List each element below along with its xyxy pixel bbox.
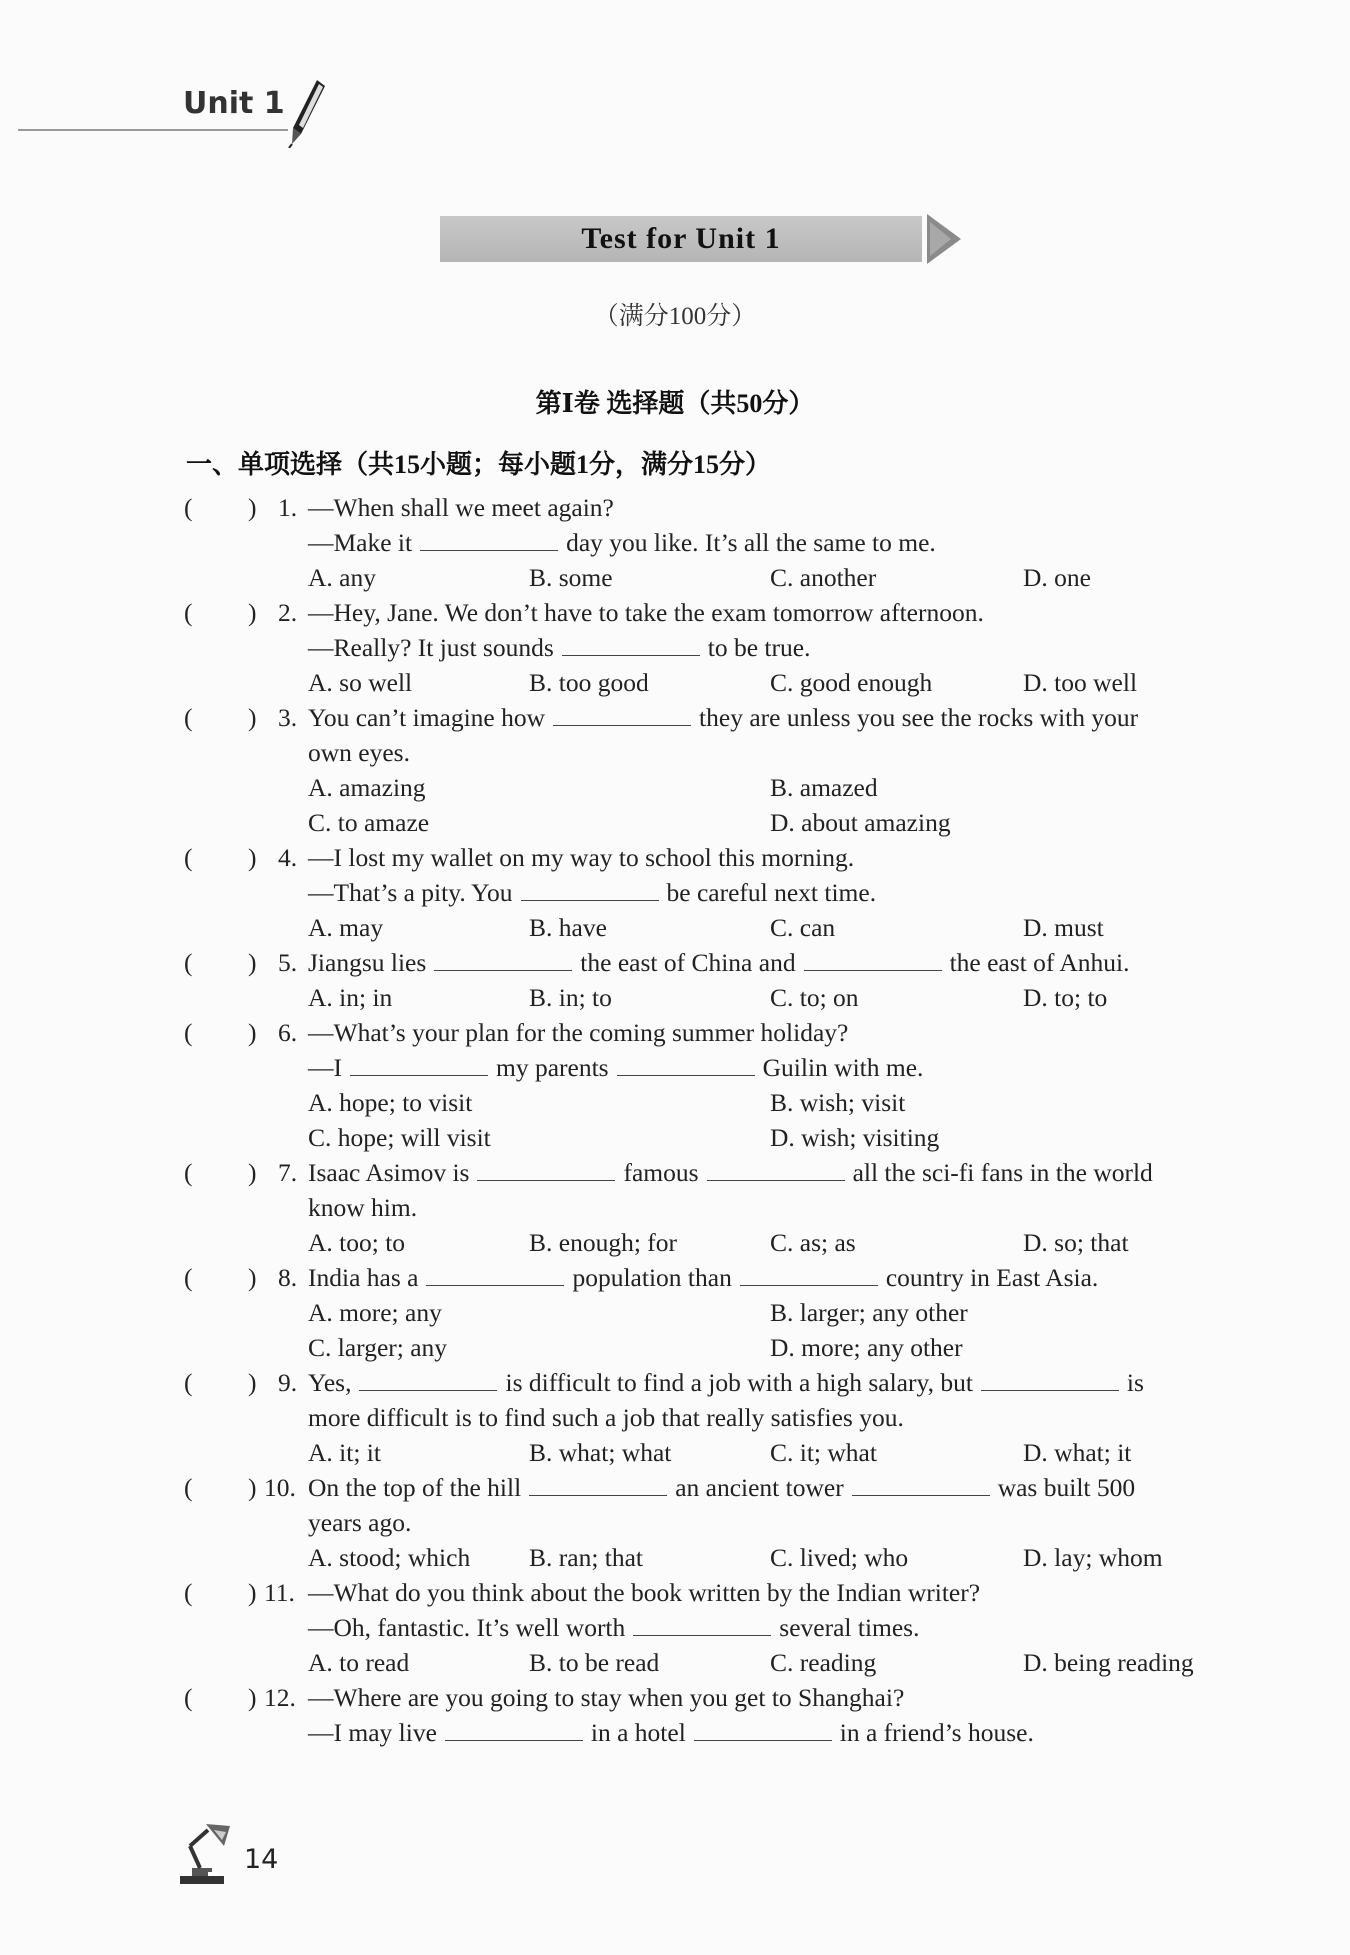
full-score: （满分100分）	[593, 303, 757, 330]
question-line	[0, 1400, 1350, 1435]
question-line	[0, 735, 1350, 770]
option-b[interactable]: B. in; to	[529, 983, 612, 1012]
option-c[interactable]: C. as; as	[770, 1228, 856, 1257]
answer-blank[interactable]	[740, 1261, 878, 1286]
options-row	[0, 560, 1350, 595]
question-item	[0, 1365, 1350, 1470]
answer-blank[interactable]	[477, 1156, 615, 1181]
answer-blank[interactable]	[350, 1051, 488, 1076]
options-row	[0, 805, 1350, 840]
question-line	[0, 1470, 1350, 1505]
options-row	[0, 770, 1350, 805]
question-text: own eyes.	[308, 738, 410, 767]
answer-paren-right[interactable]: )	[248, 598, 257, 627]
option-c[interactable]: C. another	[770, 563, 877, 592]
answer-paren-left[interactable]: (	[184, 1368, 193, 1397]
question-number: 10.	[264, 1473, 296, 1502]
options-row	[0, 910, 1350, 945]
option-b[interactable]: B. amazed	[770, 773, 878, 802]
question-line	[0, 1680, 1350, 1715]
options-row	[0, 1435, 1350, 1470]
question-text: On the top of the hill an ancient tower was built 500	[308, 1473, 1136, 1502]
answer-paren-left[interactable]: (	[184, 598, 193, 627]
question-number: 12.	[264, 1683, 296, 1712]
question-text: —When shall we meet again?	[308, 493, 614, 522]
answer-paren-right[interactable]: )	[248, 1158, 257, 1187]
answer-blank[interactable]	[694, 1716, 832, 1741]
option-a[interactable]: A. stood; which	[308, 1543, 471, 1572]
answer-blank[interactable]	[804, 946, 942, 971]
option-d[interactable]: D. lay; whom	[1023, 1543, 1163, 1572]
question-number: 11.	[264, 1578, 295, 1607]
answer-blank[interactable]	[529, 1471, 667, 1496]
answer-paren-left[interactable]: (	[184, 948, 193, 977]
question-line	[0, 1610, 1350, 1645]
option-d[interactable]: D. wish; visiting	[770, 1123, 940, 1152]
option-b[interactable]: B. have	[529, 913, 607, 942]
option-b[interactable]: B. what; what	[529, 1438, 672, 1467]
answer-paren-left[interactable]: (	[184, 1158, 193, 1187]
desk-lamp-icon	[178, 1820, 238, 1886]
options-row	[0, 1225, 1350, 1260]
options-row	[0, 1120, 1350, 1155]
question-text: —I lost my wallet on my way to school this morning.	[308, 843, 855, 872]
question-text: Isaac Asimov is famous all the sci-fi fans in the world	[308, 1158, 1153, 1187]
header-rule	[18, 129, 288, 131]
question-number: 6.	[278, 1018, 298, 1047]
answer-paren-right[interactable]: )	[248, 703, 257, 732]
question-item	[0, 1575, 1350, 1680]
option-d[interactable]: D. being reading	[1023, 1648, 1194, 1677]
answer-paren-right[interactable]: )	[248, 1018, 257, 1047]
question-line	[0, 1155, 1350, 1190]
option-b[interactable]: B. enough; for	[529, 1228, 678, 1257]
option-b[interactable]: B. larger; any other	[770, 1298, 968, 1327]
question-text: years ago.	[308, 1508, 412, 1537]
question-text: know him.	[308, 1193, 418, 1222]
question-item	[0, 1470, 1350, 1575]
option-b[interactable]: B. to be read	[529, 1648, 660, 1677]
answer-blank[interactable]	[521, 876, 659, 901]
answer-paren-left[interactable]: (	[184, 1578, 193, 1607]
question-line	[0, 875, 1350, 910]
section-heading: 一、单项选择（共15小题；每小题1分，满分15分）	[186, 450, 772, 479]
answer-blank[interactable]	[617, 1051, 755, 1076]
answer-paren-right[interactable]: )	[248, 1368, 257, 1397]
option-b[interactable]: B. some	[529, 563, 613, 592]
unit-header	[18, 84, 298, 134]
option-c[interactable]: C. to amaze	[308, 808, 430, 837]
answer-blank[interactable]	[434, 946, 572, 971]
question-line	[0, 1505, 1350, 1540]
question-line	[0, 630, 1350, 665]
option-d[interactable]: D. about amazing	[770, 808, 951, 837]
question-line	[0, 1715, 1350, 1750]
option-a[interactable]: A. too; to	[308, 1228, 406, 1257]
question-number: 9.	[278, 1368, 298, 1397]
question-text: —That’s a pity. You be careful next time.	[308, 878, 877, 907]
answer-paren-right[interactable]: )	[248, 493, 257, 522]
answer-blank[interactable]	[562, 631, 700, 656]
answer-paren-right[interactable]: )	[248, 1473, 257, 1502]
question-line	[0, 1260, 1350, 1295]
question-item	[0, 840, 1350, 945]
pen-icon	[283, 76, 333, 148]
question-line	[0, 700, 1350, 735]
option-d[interactable]: D. to; to	[1023, 983, 1108, 1012]
question-item	[0, 700, 1350, 840]
answer-paren-left[interactable]: (	[184, 1473, 193, 1502]
option-a[interactable]: A. any	[308, 563, 376, 592]
question-line	[0, 1575, 1350, 1610]
answer-blank[interactable]	[359, 1366, 497, 1391]
answer-paren-left[interactable]: (	[184, 703, 193, 732]
question-text: India has a population than country in East Asia.	[308, 1263, 1099, 1292]
question-line	[0, 525, 1350, 560]
question-item	[0, 490, 1350, 595]
option-d[interactable]: D. must	[1023, 913, 1104, 942]
question-text: —Hey, Jane. We don’t have to take the exam tomorrow afternoon.	[308, 598, 984, 627]
answer-paren-right[interactable]: )	[248, 1683, 257, 1712]
question-number: 3.	[278, 703, 298, 732]
option-a[interactable]: A. hope; to visit	[308, 1088, 473, 1117]
option-b[interactable]: B. ran; that	[529, 1543, 644, 1572]
option-a[interactable]: A. amazing	[308, 773, 426, 802]
options-row	[0, 1295, 1350, 1330]
question-item	[0, 1155, 1350, 1260]
option-a[interactable]: A. more; any	[308, 1298, 442, 1327]
question-number: 8.	[278, 1263, 298, 1292]
question-text: —Where are you going to stay when you get to Shanghai?	[308, 1683, 905, 1712]
answer-paren-left[interactable]: (	[184, 1018, 193, 1047]
answer-blank[interactable]	[707, 1156, 845, 1181]
question-item	[0, 1260, 1350, 1365]
options-row	[0, 980, 1350, 1015]
options-row	[0, 665, 1350, 700]
question-item	[0, 1015, 1350, 1155]
part-heading: 第Ⅰ卷 选择题（共50分）	[535, 389, 815, 418]
answer-paren-left[interactable]: (	[184, 843, 193, 872]
question-item	[0, 945, 1350, 1015]
option-d[interactable]: D. more; any other	[770, 1333, 963, 1362]
question-text: —Really? It just sounds to be true.	[308, 633, 811, 662]
answer-blank[interactable]	[445, 1716, 583, 1741]
unit-label: Unit 1	[183, 86, 285, 121]
option-a[interactable]: A. to read	[308, 1648, 410, 1677]
options-row	[0, 1540, 1350, 1575]
title-banner	[440, 214, 960, 264]
question-text: —I my parents Guilin with me.	[308, 1053, 924, 1082]
option-a[interactable]: A. so well	[308, 668, 413, 697]
question-text: —Oh, fantastic. It’s well worth several times.	[308, 1613, 920, 1642]
question-number: 2.	[278, 598, 298, 627]
option-d[interactable]: D. what; it	[1023, 1438, 1132, 1467]
question-line	[0, 490, 1350, 525]
question-number: 1.	[278, 493, 298, 522]
answer-blank[interactable]	[981, 1366, 1119, 1391]
option-d[interactable]: D. too well	[1023, 668, 1138, 697]
question-line	[0, 1015, 1350, 1050]
option-c[interactable]: C. larger; any	[308, 1333, 448, 1362]
options-row	[0, 1645, 1350, 1680]
test-title: Test for Unit 1	[581, 222, 781, 255]
question-line	[0, 1365, 1350, 1400]
answer-paren-left[interactable]: (	[184, 493, 193, 522]
question-line	[0, 1050, 1350, 1085]
option-b[interactable]: B. wish; visit	[770, 1088, 906, 1117]
question-text: —What do you think about the book written by the Indian writer?	[308, 1578, 981, 1607]
options-row	[0, 1330, 1350, 1365]
question-number: 4.	[278, 843, 298, 872]
answer-blank[interactable]	[426, 1261, 564, 1286]
arrow-right-icon	[927, 214, 961, 264]
question-text: Jiangsu lies the east of China and the east of Anhui.	[308, 948, 1130, 977]
question-number: 7.	[278, 1158, 298, 1187]
option-b[interactable]: B. too good	[529, 668, 649, 697]
question-item	[0, 595, 1350, 700]
answer-blank[interactable]	[553, 701, 691, 726]
answer-paren-right[interactable]: )	[248, 948, 257, 977]
question-line	[0, 1190, 1350, 1225]
answer-paren-left[interactable]: (	[184, 1263, 193, 1292]
question-line	[0, 595, 1350, 630]
option-a[interactable]: A. in; in	[308, 983, 393, 1012]
option-c[interactable]: C. reading	[770, 1648, 877, 1677]
answer-paren-right[interactable]: )	[248, 843, 257, 872]
option-c[interactable]: C. can	[770, 913, 836, 942]
answer-blank[interactable]	[852, 1471, 990, 1496]
option-c[interactable]: C. good enough	[770, 668, 933, 697]
option-c[interactable]: C. lived; who	[770, 1543, 909, 1572]
option-d[interactable]: D. one	[1023, 563, 1091, 592]
question-text: —I may live in a hotel in a friend’s house.	[308, 1718, 1034, 1747]
option-c[interactable]: C. it; what	[770, 1438, 877, 1467]
answer-paren-left[interactable]: (	[184, 1683, 193, 1712]
option-d[interactable]: D. so; that	[1023, 1228, 1129, 1257]
question-number: 5.	[278, 948, 298, 977]
question-line	[0, 945, 1350, 980]
question-text: more difficult is to find such a job that really satisfies you.	[308, 1403, 904, 1432]
options-row	[0, 1085, 1350, 1120]
answer-blank[interactable]	[633, 1611, 771, 1636]
question-text: —Make it day you like. It’s all the same to me.	[308, 528, 936, 557]
question-line	[0, 840, 1350, 875]
option-c[interactable]: C. hope; will visit	[308, 1123, 491, 1152]
page-number: 14	[244, 1844, 279, 1875]
answer-paren-right[interactable]: )	[248, 1578, 257, 1607]
option-a[interactable]: A. may	[308, 913, 384, 942]
option-a[interactable]: A. it; it	[308, 1438, 381, 1467]
question-item	[0, 1680, 1350, 1750]
question-text: —What’s your plan for the coming summer holiday?	[308, 1018, 849, 1047]
question-list	[0, 490, 1350, 1750]
answer-paren-right[interactable]: )	[248, 1263, 257, 1292]
question-text: You can’t imagine how they are unless you see the rocks with your	[308, 703, 1139, 732]
option-c[interactable]: C. to; on	[770, 983, 859, 1012]
answer-blank[interactable]	[420, 526, 558, 551]
page-footer	[178, 1820, 298, 1890]
question-text: Yes, is difficult to find a job with a high salary, but is	[308, 1368, 1144, 1397]
